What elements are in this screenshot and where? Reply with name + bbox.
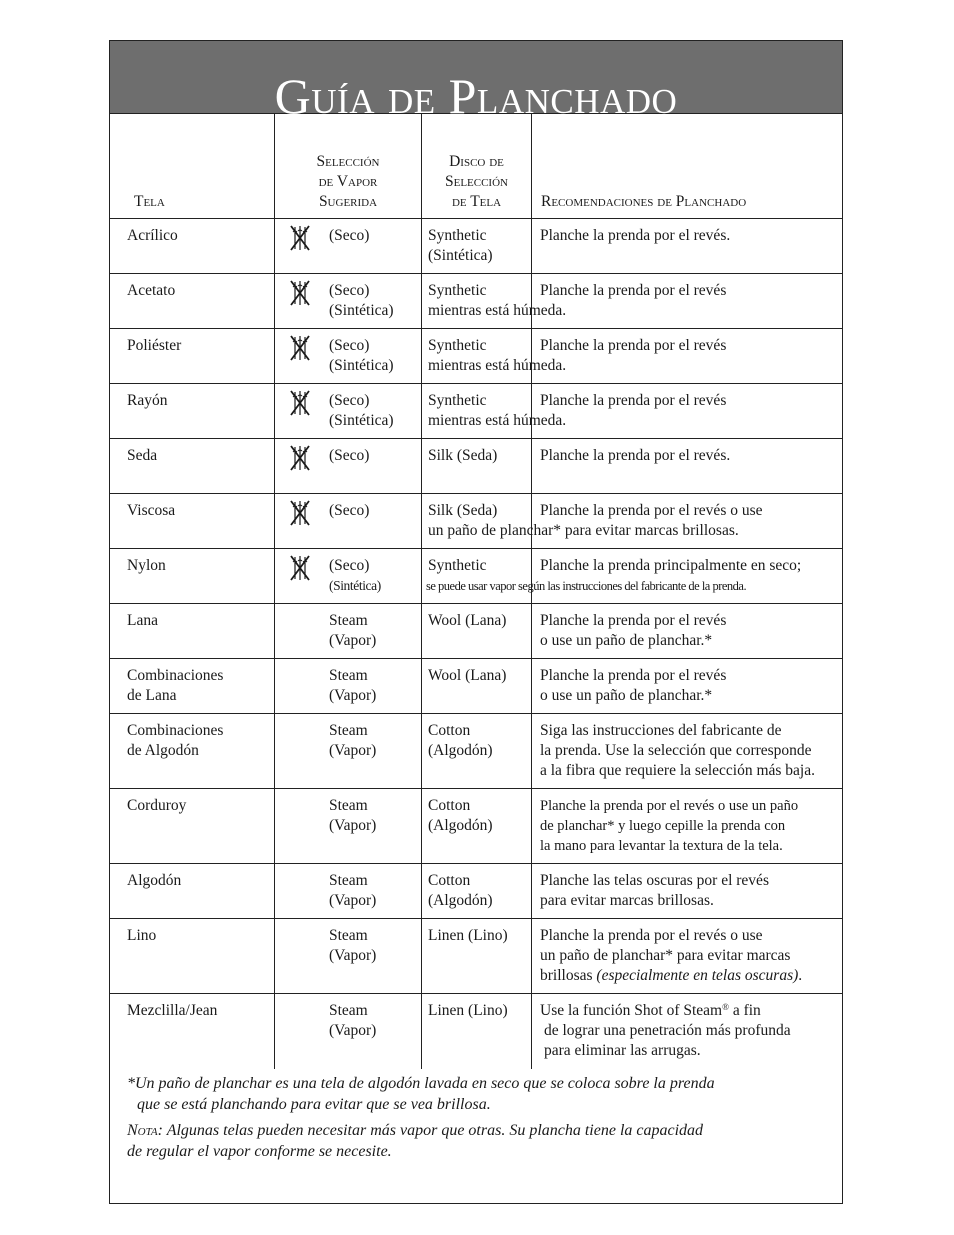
dial-cell (422, 919, 532, 994)
fabric-name: Poliéster (127, 337, 182, 354)
dial-setting: (Sintética) (428, 247, 493, 264)
fabric-name: Mezclilla/Jean (127, 1002, 218, 1019)
table-row (110, 439, 842, 494)
dial-setting: Synthetic (428, 227, 487, 244)
recommendation-text: o use un paño de planchar.* (540, 632, 713, 649)
recommendation-text: de lograr una penetración más profunda (544, 1022, 791, 1039)
steam-setting: (Seco) (329, 227, 370, 244)
steam-cell (275, 384, 422, 439)
table-row (110, 864, 842, 919)
fabric-cell (110, 329, 275, 384)
fabric-name: Algodón (127, 872, 182, 889)
dial-cell (422, 384, 567, 439)
title-bar (110, 41, 842, 124)
steam-setting: (Vapor) (329, 687, 377, 704)
steam-setting: (Vapor) (329, 817, 377, 834)
header-recommendations-label: Recomendaciones de Planchado (541, 193, 747, 210)
header-fabric (110, 114, 275, 219)
recommendation-cell (532, 714, 843, 789)
steam-setting: Steam (329, 612, 368, 629)
steam-cell (275, 994, 422, 1069)
dial-setting: Synthetic (428, 337, 487, 354)
fabric-name: Lino (127, 927, 157, 944)
no-steam-icon (288, 553, 312, 583)
dial-cell (422, 274, 567, 329)
dial-setting: Synthetic (428, 557, 487, 574)
recommendation-text: la mano para levantar la textura de la tela. (540, 838, 783, 854)
recommendation-text: Planche la prenda por el revés (540, 282, 727, 299)
table-header-row (110, 114, 842, 219)
dial-cell (422, 659, 532, 714)
header-steam-line: de Vapor (318, 173, 378, 190)
table-row (110, 219, 842, 274)
recommendation-cell (532, 659, 843, 714)
fabric-cell (110, 274, 275, 329)
footnote-pressing-cloth (110, 1073, 842, 1115)
note-line: de regular el vapor conforme se necesite. (127, 1143, 392, 1160)
recommendation-tail: . (798, 967, 803, 984)
steam-setting: (Vapor) (329, 892, 377, 909)
recommendation-text: Planche la prenda por el revés o use (540, 927, 763, 944)
recommendation-text: Siga las instrucciones del fabricante de (540, 722, 782, 739)
header-dial-line: Selección (444, 173, 508, 190)
dial-cell (422, 994, 532, 1069)
table-row (110, 494, 842, 549)
recommendation-text: Planche la prenda por el revés (540, 667, 727, 684)
steam-setting: Steam (329, 1002, 368, 1019)
header-dial (422, 114, 532, 219)
steam-setting: (Seco) (329, 337, 370, 354)
fabric-name: de Lana (127, 687, 177, 704)
dial-setting: mientras está húmeda. (428, 302, 567, 319)
ironing-guide-table (110, 114, 842, 1069)
recommendation-line (540, 1001, 842, 1021)
dial-setting: Silk (Seda) (428, 447, 498, 464)
recommendation-cell (532, 919, 843, 994)
ironing-guide-frame (109, 40, 843, 1204)
table-body (110, 219, 842, 1069)
dial-cell (422, 329, 567, 384)
steam-setting: (Seco) (329, 282, 370, 299)
dial-setting: Cotton (428, 872, 471, 889)
fabric-name: Acetato (127, 282, 176, 299)
recommendation-cell (532, 604, 843, 659)
fabric-name: Combinaciones (127, 722, 224, 739)
recommendation-text: de planchar* y luego cepille la prenda con (540, 818, 786, 834)
recommendation-text: Planche la prenda por el revés. (540, 447, 731, 464)
recommendation-text: para eliminar las arrugas. (544, 1042, 701, 1059)
no-steam-icon (288, 223, 312, 253)
fabric-cell (110, 439, 275, 494)
steam-setting: (Sintética) (329, 412, 394, 429)
table-row (110, 384, 842, 439)
steam-setting: (Sintética) (329, 578, 381, 593)
fabric-cell (110, 494, 275, 549)
header-recommendations (532, 114, 843, 219)
dial-setting: mientras está húmeda. (428, 357, 567, 374)
fabric-name: Corduroy (127, 797, 187, 814)
fabric-name: Lana (127, 612, 158, 629)
recommendation-cell (532, 789, 843, 864)
steam-cell (275, 604, 422, 659)
recommendation-line (540, 966, 842, 986)
fabric-cell (110, 789, 275, 864)
recommendation-text: Planche la prenda por el revés o use (540, 502, 763, 519)
dial-cell (422, 604, 532, 659)
recommendation-text: Planche la prenda principalmente en seco; (540, 557, 802, 574)
steam-cell (275, 714, 422, 789)
recommendation-text: Planche la prenda por el revés (540, 392, 727, 409)
dial-setting: Synthetic (428, 392, 487, 409)
footnote-section (110, 1061, 842, 1167)
recommendation-text: para evitar marcas brillosas. (540, 892, 714, 909)
dial-setting: Linen (Lino) (428, 927, 508, 944)
recommendation-text: Use la función Shot of Steam (540, 1002, 723, 1019)
steam-setting: (Seco) (329, 392, 370, 409)
steam-cell (275, 274, 422, 329)
recommendation-text: Planche la prenda por el revés (540, 612, 727, 629)
fabric-name: Acrílico (127, 227, 178, 244)
dial-setting: Silk (Seda) (428, 502, 498, 519)
fabric-cell (110, 864, 275, 919)
steam-cell (275, 549, 422, 604)
dial-setting: se puede usar vapor según las instrucciones del fabricante de la prenda. (426, 579, 747, 593)
dial-setting: Synthetic (428, 282, 487, 299)
steam-cell (275, 439, 422, 494)
recommendation-text: un paño de planchar* para evitar marcas (540, 947, 791, 964)
table-row (110, 789, 842, 864)
steam-setting: (Sintética) (329, 302, 394, 319)
steam-cell (275, 919, 422, 994)
dial-setting: (Algodón) (428, 892, 493, 909)
header-steam-line: Sugerida (318, 193, 378, 210)
dial-setting: (Algodón) (428, 742, 493, 759)
fabric-cell (110, 384, 275, 439)
recommendation-text: Planche la prenda por el revés o use un paño (540, 798, 799, 814)
dial-cell (422, 219, 532, 274)
steam-setting: (Vapor) (329, 742, 377, 759)
table-row (110, 994, 842, 1069)
no-steam-icon (288, 278, 312, 308)
table-row (110, 549, 842, 604)
recommendation-cell (532, 329, 843, 384)
fabric-name: Nylon (127, 557, 166, 574)
fabric-cell (110, 549, 275, 604)
recommendation-cell (532, 439, 843, 494)
fabric-name: Rayón (127, 392, 168, 409)
recommendation-cell (532, 549, 843, 604)
header-dial-line: de Tela (451, 193, 502, 210)
header-steam (275, 114, 422, 219)
table-row (110, 329, 842, 384)
header-dial-line: Disco de (449, 153, 504, 170)
note-label: Nota: (127, 1122, 163, 1139)
steam-setting: Steam (329, 797, 368, 814)
steam-setting: (Seco) (329, 557, 370, 574)
dial-setting: Wool (Lana) (428, 667, 507, 684)
steam-cell (275, 864, 422, 919)
table-row (110, 274, 842, 329)
fabric-name: Viscosa (127, 502, 176, 519)
steam-setting: (Vapor) (329, 1022, 377, 1039)
recommendation-cell (532, 274, 843, 329)
dial-setting: mientras está húmeda. (428, 412, 567, 429)
dial-cell (422, 789, 532, 864)
fabric-name: de Algodón (127, 742, 199, 759)
steam-setting: (Sintética) (329, 357, 394, 374)
fabric-cell (110, 994, 275, 1069)
header-steam-line: Selección (316, 153, 380, 170)
recommendation-tail: a fin (728, 1002, 761, 1019)
fabric-cell (110, 659, 275, 714)
fabric-name: Seda (127, 447, 158, 464)
steam-setting: (Seco) (329, 502, 370, 519)
steam-setting: Steam (329, 667, 368, 684)
recommendation-cell (532, 994, 843, 1069)
steam-cell (275, 494, 422, 549)
fabric-cell (110, 714, 275, 789)
header-fabric-label: Tela (134, 193, 165, 210)
fabric-cell (110, 604, 275, 659)
fabric-name: Combinaciones (127, 667, 224, 684)
steam-setting: (Vapor) (329, 947, 377, 964)
steam-cell (275, 659, 422, 714)
note-line: Algunas telas pueden necesitar más vapor que otras. Su plancha tiene la capacidad (166, 1122, 704, 1139)
recommendation-text: Planche la prenda por el revés. (540, 227, 731, 244)
page-title: Guía de Planchado (274, 68, 678, 124)
dial-setting: Cotton (428, 722, 471, 739)
recommendation-text: a la fibra que requiere la selección más baja. (540, 762, 815, 779)
fabric-cell (110, 919, 275, 994)
dial-setting: Wool (Lana) (428, 612, 507, 629)
steam-setting: Steam (329, 722, 368, 739)
recommendation-cell (532, 864, 843, 919)
table-row (110, 659, 842, 714)
recommendation-italic: (especialmente en telas oscuras) (596, 967, 799, 984)
footnote-line: *Un paño de planchar es una tela de algodón lavada en seco que se coloca sobre la prenda (127, 1075, 715, 1092)
table-row (110, 604, 842, 659)
recommendation-text: la prenda. Use la selección que corresponde (540, 742, 812, 759)
dial-setting: un paño de planchar* para evitar marcas brillosas. (428, 522, 739, 539)
dial-setting: (Algodón) (428, 817, 493, 834)
no-steam-icon (288, 443, 312, 473)
table-row (110, 919, 842, 994)
steam-cell (275, 329, 422, 384)
table-row (110, 714, 842, 789)
recommendation-text: brillosas (540, 967, 593, 984)
no-steam-icon (288, 388, 312, 418)
dial-setting: Cotton (428, 797, 471, 814)
dial-cell (422, 864, 532, 919)
footnote-line: que se está planchando para evitar que se vea brillosa. (137, 1096, 491, 1113)
recommendation-cell (532, 219, 843, 274)
recommendation-text: Planche las telas oscuras por el revés (540, 872, 769, 889)
fabric-cell (110, 219, 275, 274)
recommendation-text: o use un paño de planchar.* (540, 687, 713, 704)
steam-setting: Steam (329, 872, 368, 889)
steam-setting: (Vapor) (329, 632, 377, 649)
steam-setting: (Seco) (329, 447, 370, 464)
no-steam-icon (288, 333, 312, 363)
recommendation-cell (532, 494, 843, 549)
dial-cell (422, 714, 532, 789)
steam-cell (275, 789, 422, 864)
recommendation-text: Planche la prenda por el revés (540, 337, 727, 354)
steam-setting: Steam (329, 927, 368, 944)
no-steam-icon (288, 498, 312, 528)
steam-cell (275, 219, 422, 274)
registered-mark: ® (722, 1002, 729, 1012)
dial-cell (422, 439, 532, 494)
recommendation-cell (532, 384, 843, 439)
dial-setting: Linen (Lino) (428, 1002, 508, 1019)
footnote-note (110, 1120, 842, 1162)
